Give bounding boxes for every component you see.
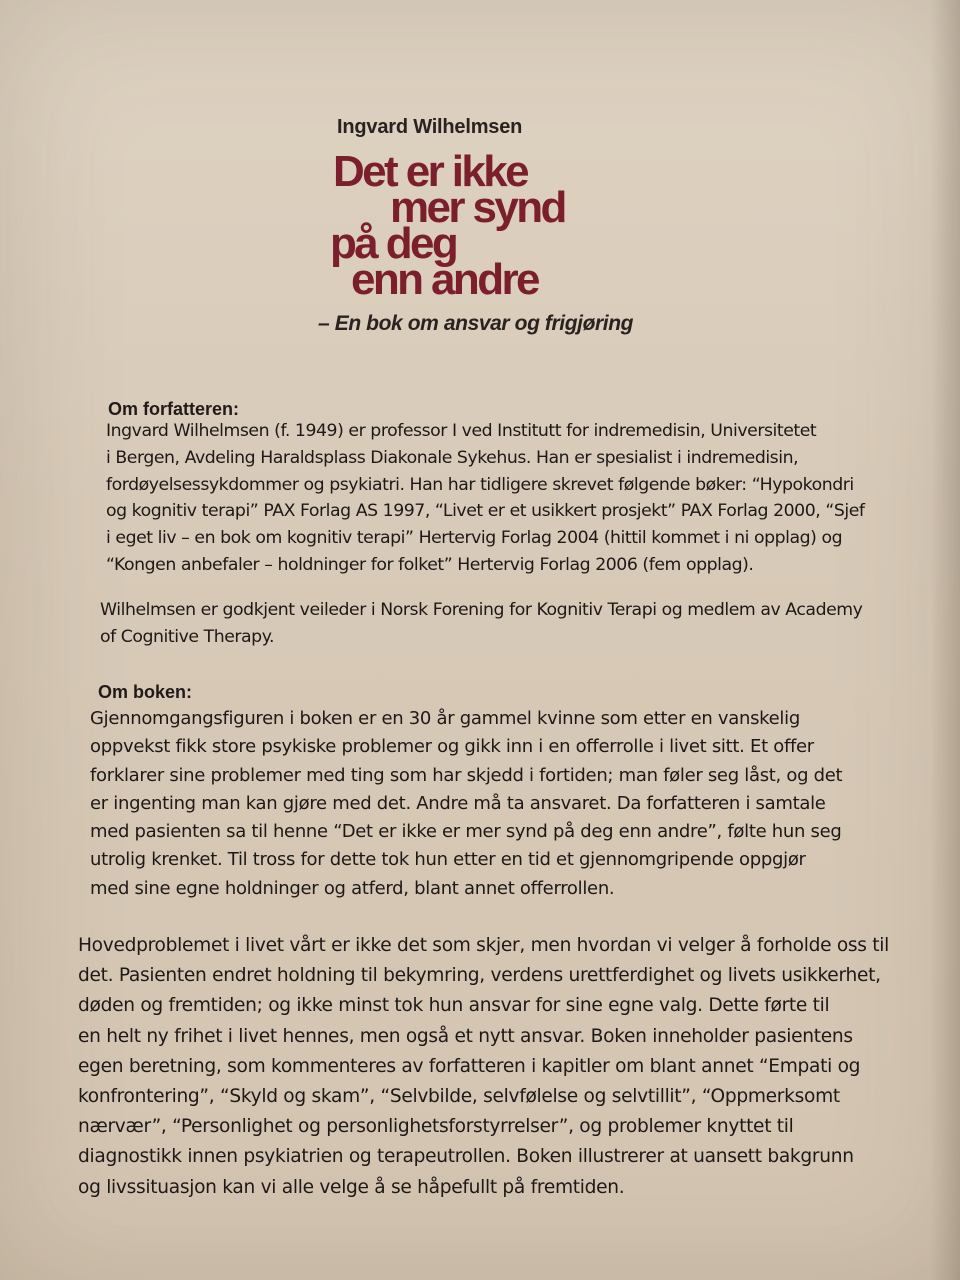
title-line: Det er ikke (333, 147, 527, 196)
about-book-heading: Om boken: (98, 682, 193, 702)
title-line: enn andre (351, 255, 538, 304)
text-line: med sine egne holdninger og atferd, blant annet offerrollen. (90, 877, 615, 899)
text-line: of Cognitive Therapy. (100, 627, 275, 647)
text-line: Gjennomgangsfiguren i boken er en 30 år gammel kvinne som etter en vanskelig (90, 708, 800, 729)
text-line: forklarer sine problemer med ting som har skjedd i fortiden; man føler seg låst, og det (90, 764, 843, 786)
membership-paragraph (100, 597, 862, 651)
text-line: oppvekst fikk store psykiske problemer og gikk inn i en offerrolle i livet sitt. Et offer (90, 736, 814, 758)
text-line: er ingenting man kan gjøre med det. Andre må ta ansvaret. Da forfatteren i samtale (90, 792, 826, 814)
main-problem-paragraph (78, 931, 889, 1203)
text-line: diagnostikk innen psykiatrien og terapeutrollen. Boken illustrerer at uansett bakgrunn (78, 1146, 854, 1168)
text-line: fordøyelsessykdommer og psykiatri. Han har tidligere skrevet følgende bøker: “Hypokondri (106, 474, 854, 495)
text-line: egen beretning, som kommenteres av forfatteren i kapitler om blant annet “Empati og (78, 1055, 861, 1077)
text-line: Wilhelmsen er godkjent veileder i Norsk Forening for Kognitiv Terapi og medlem av Academy (100, 600, 863, 620)
text-line: i Bergen, Avdeling Haraldsplass Diakonale Sykehus. Han er spesialist i indremedisin, (106, 447, 799, 468)
text-line: Ingvard Wilhelmsen (f. 1949) er professor I ved Institutt for indremedisin, Universitetet (106, 421, 817, 441)
about-author-paragraph (106, 418, 865, 579)
text-line: med pasienten sa til henne “Det er ikke er mer synd på deg enn andre”, følte hun seg (90, 821, 842, 843)
book-title (330, 147, 650, 310)
book-subtitle: – En bok om ansvar og frigjøring (318, 312, 634, 335)
text-line: Hovedproblemet i livet vårt er ikke det som skjer, men hvordan vi velger å forholde oss til (78, 935, 890, 956)
text-line: utrolig krenket. Til tross for dette tok hun etter en tid et gjennomgripende oppgjør (90, 849, 806, 871)
text-line: “Kongen anbefaler – holdninger for folket” Hertervig Forlag 2006 (fem opplag). (106, 554, 754, 575)
text-line: i eget liv – en bok om kognitiv terapi” Hertervig Forlag 2004 (hittil kommet i ni opplag) og (106, 528, 843, 549)
author-name: Ingvard Wilhelmsen (337, 116, 523, 138)
text-line: det. Pasienten endret holdning til bekymring, verdens urettferdighet og livets usikkerhet, (78, 965, 881, 987)
about-book-paragraph (90, 705, 842, 903)
title-line: mer synd (390, 183, 565, 232)
title-line: på deg (330, 219, 457, 268)
text-line: en helt ny frihet i livet hennes, men også et nytt ansvar. Boken inneholder pasientens (78, 1025, 853, 1047)
text-line: konfrontering”, “Skyld og skam”, “Selvbilde, selvfølelse og selvtillit”, “Oppmerksomt (78, 1086, 840, 1108)
about-author-heading: Om forfatteren: (108, 399, 240, 419)
text-line: og livssituasjon kan vi alle velge å se håpefullt på fremtiden. (78, 1176, 625, 1198)
page-edge-shadow (930, 0, 960, 1280)
text-line: døden og fremtiden; og ikke minst tok hun ansvar for sine egne valg. Dette førte til (78, 995, 830, 1017)
text-line: nærvær”, “Personlighet og personlighetsforstyrrelser”, og problemer knyttet til (78, 1116, 794, 1138)
text-line: og kognitiv terapi” PAX Forlag AS 1997, “Livet er et usikkert prosjekt” PAX Forlag 2000, “Sjef (106, 501, 865, 522)
